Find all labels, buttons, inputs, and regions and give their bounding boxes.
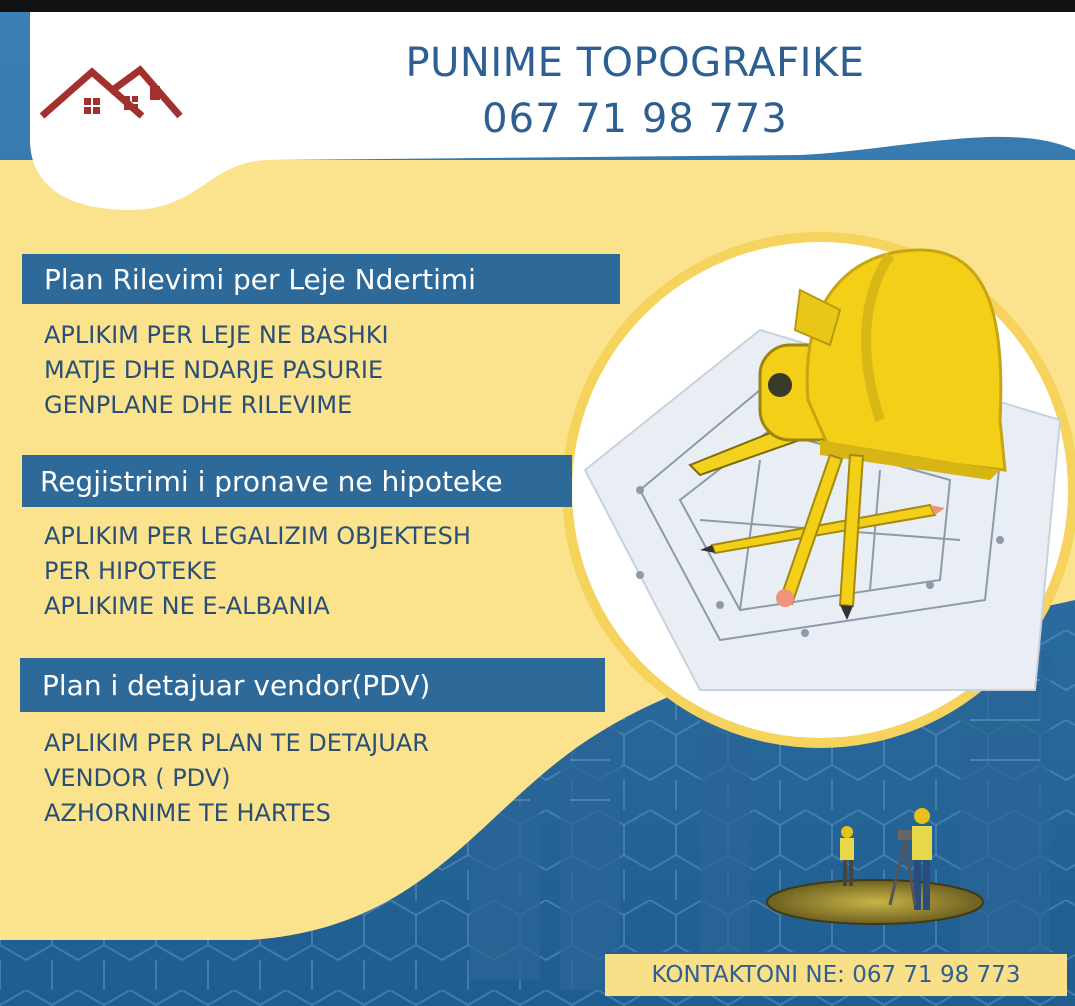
list-item: APLIKIM PER LEJE NE BASHKI — [44, 321, 389, 349]
section-heading-3: Plan i detajuar vendor(PDV) — [20, 658, 605, 712]
section-heading-1: Plan Rilevimi per Leje Ndertimi — [22, 254, 620, 304]
section-heading-2: Regjistrimi i pronave ne hipoteke — [22, 455, 572, 507]
section-list-1 — [44, 318, 389, 423]
contact-banner: KONTAKTONI NE: 067 71 98 773 — [605, 952, 1067, 996]
list-item: VENDOR ( PDV) — [44, 764, 231, 792]
section-list-3 — [44, 726, 429, 831]
list-item: APLIKIM PER PLAN TE DETAJUAR — [44, 729, 429, 757]
page-title: PUNIME TOPOGRAFIKE — [405, 40, 865, 86]
list-item: APLIKIME NE E-ALBANIA — [44, 592, 330, 620]
header-phone: 067 71 98 773 — [482, 96, 788, 142]
list-item: AZHORNIME TE HARTES — [44, 799, 331, 827]
list-item: APLIKIM PER LEGALIZIM OBJEKTESH — [44, 522, 471, 550]
section-list-2 — [44, 519, 471, 624]
list-item: PER HIPOTEKE — [44, 557, 218, 585]
list-item: GENPLANE DHE RILEVIME — [44, 391, 353, 419]
list-item: MATJE DHE NDARJE PASURIE — [44, 356, 384, 384]
